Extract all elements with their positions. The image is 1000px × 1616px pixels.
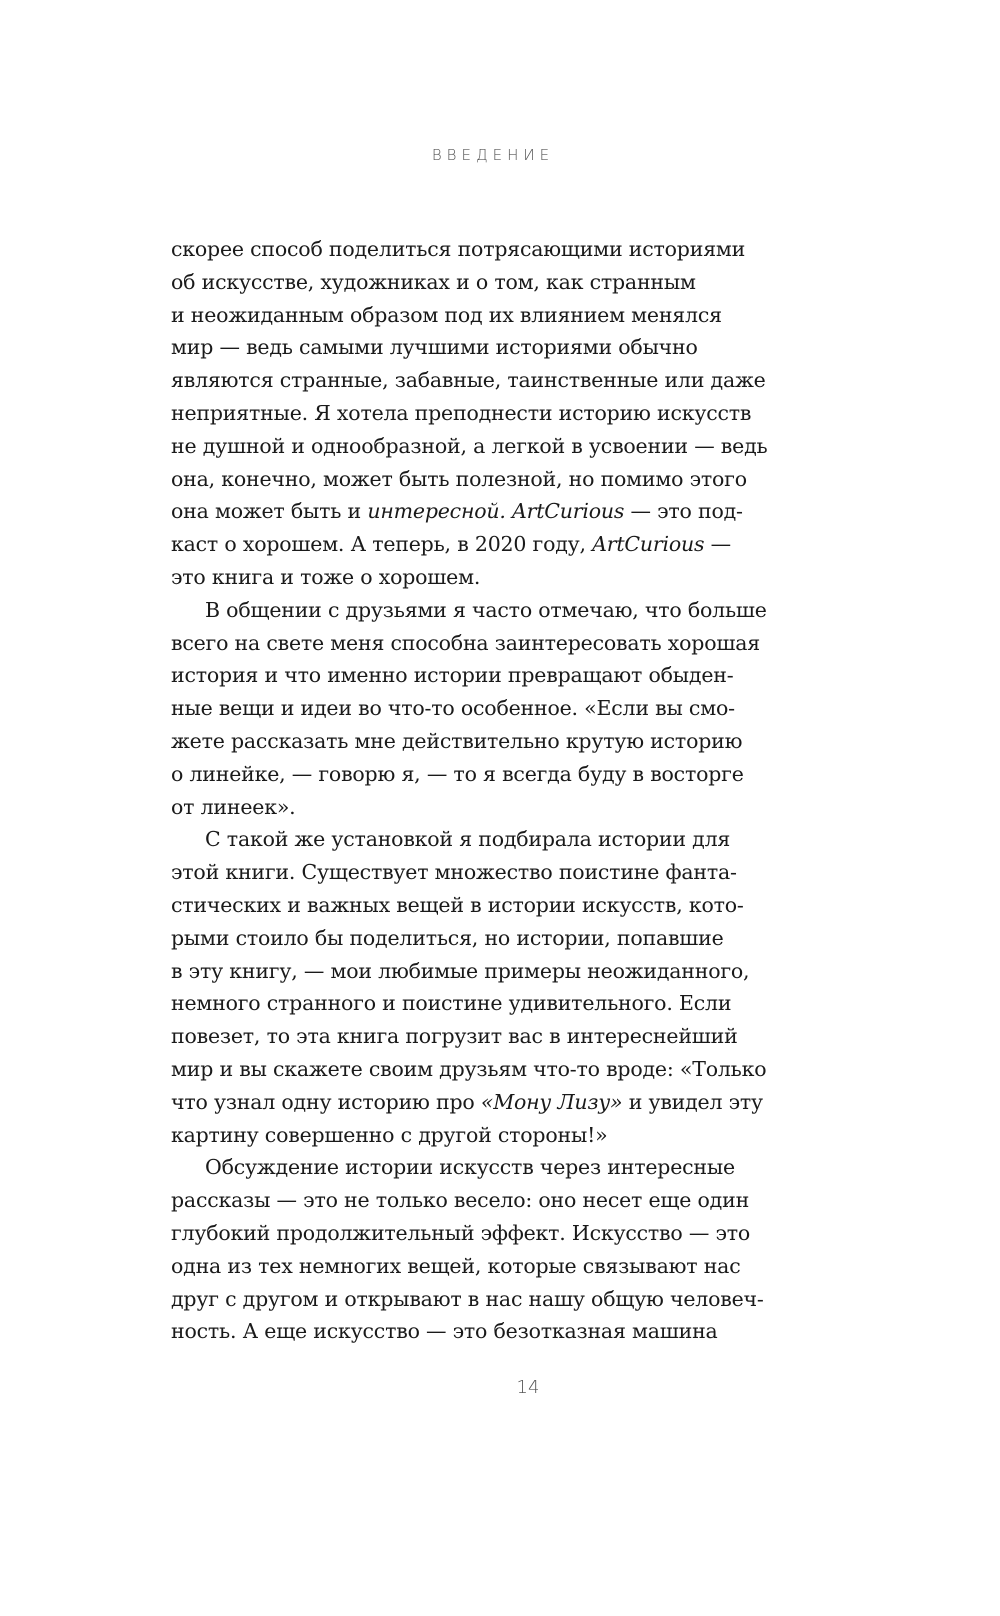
text-line [171,758,831,791]
text-line [171,922,831,955]
text-segment: всего на свете меня способна заинтересовать хорошая [171,630,760,655]
text-line [171,627,831,660]
text-segment: в эту книгу, — мои любимые примеры неожиданного, [171,958,750,983]
text-line [171,725,831,758]
text-line [171,331,831,364]
text-segment: мир и вы скажете своим друзьям что-то вроде: «Только [171,1056,767,1081]
text-line [171,495,831,528]
text-line [171,955,831,988]
text-line [171,1020,831,1053]
text-line [171,594,831,627]
text-line [171,889,831,922]
text-line [171,692,831,725]
text-segment: ные вещи и идеи во что-то особенное. «Если вы смо- [171,696,735,721]
text-line [171,561,831,594]
text-segment: скорее способ поделиться потрясающими историями [171,237,746,261]
text-line [171,299,831,332]
text-segment: рыми стоило бы поделиться, но истории, попавшие [171,925,724,950]
text-segment: немного странного и поистине удивительного. Если [171,991,732,1016]
text-segment: это книга и тоже о хорошем. [171,564,481,589]
body-text [171,233,831,1348]
text-segment: и увидел эту [622,1089,763,1114]
text-line [171,233,831,266]
text-line [171,266,831,299]
italic-text: интересной. ArtCurious [367,499,625,524]
text-line [171,397,831,430]
text-line [171,1217,831,1250]
text-segment: — это под- [624,499,743,524]
text-line [171,1119,831,1152]
text-segment: и неожиданным образом под их влиянием менялся [171,302,722,327]
text-segment: одна из тех немногих вещей, которые связывают нас [171,1253,741,1278]
text-line [171,1151,831,1184]
text-segment: от линеек». [171,794,296,819]
text-line [171,1086,831,1119]
text-segment: об искусстве, художниках и о том, как странным [171,269,696,294]
text-segment: каст о хорошем. А теперь, в 2020 году, [171,532,593,557]
text-segment: Обсуждение истории искусств через интересные [205,1155,735,1180]
text-segment: она может быть и [171,499,368,524]
text-line [171,364,831,397]
text-segment: являются странные, забавные, таинственные или даже [171,368,766,393]
text-segment: повезет, то эта книга погрузит вас в интереснейший [171,1024,738,1049]
italic-text: «Мону Лизу» [480,1089,623,1114]
text-line [171,528,831,561]
page-number: 14 [516,1377,540,1398]
text-line [171,791,831,824]
text-line [171,430,831,463]
text-segment: не душной и однообразной, а легкой в усвоении — ведь [171,433,768,458]
text-segment: картину совершенно с другой стороны!» [171,1122,608,1147]
text-line [171,1283,831,1316]
text-segment: ность. А еще искусство — это безотказная машина [171,1319,718,1344]
text-line [171,856,831,889]
text-line [171,823,831,856]
text-segment: жете рассказать мне действительно крутую историю [171,728,743,753]
text-segment: друг с другом и открывают в нас нашу общую человеч- [171,1286,764,1311]
text-segment: рассказы — это не только весело: оно несет еще один [171,1188,750,1213]
text-segment: она, конечно, может быть полезной, но помимо этого [171,466,747,491]
italic-text: ArtCurious [592,532,705,557]
text-segment: — [704,532,731,557]
text-segment: С такой же установкой я подбирала истории для [205,827,731,852]
text-segment: этой книги. Существует множество поистине фанта- [171,860,737,885]
running-head: ВВЕДЕНИЕ [431,146,555,164]
text-line [171,1184,831,1217]
text-line [171,1250,831,1283]
text-segment: история и что именно истории превращают обыден- [171,663,734,688]
text-line [171,463,831,496]
text-line [171,1053,831,1086]
text-segment: глубокий продолжительный эффект. Искусство — это [171,1220,751,1245]
text-segment: неприятные. Я хотела преподнести историю искусств [171,400,752,425]
text-line [171,659,831,692]
text-segment: В общении с друзьями я часто отмечаю, что больше [205,597,767,622]
text-segment: что узнал одну историю про [171,1089,481,1114]
text-segment: о линейке, — говорю я, — то я всегда буду в восторге [171,761,744,786]
text-line [171,987,831,1020]
text-line [171,1315,831,1348]
text-segment: стических и важных вещей в истории искусств, кото- [171,892,744,917]
text-segment: мир — ведь самыми лучшими историями обычно [171,335,698,360]
